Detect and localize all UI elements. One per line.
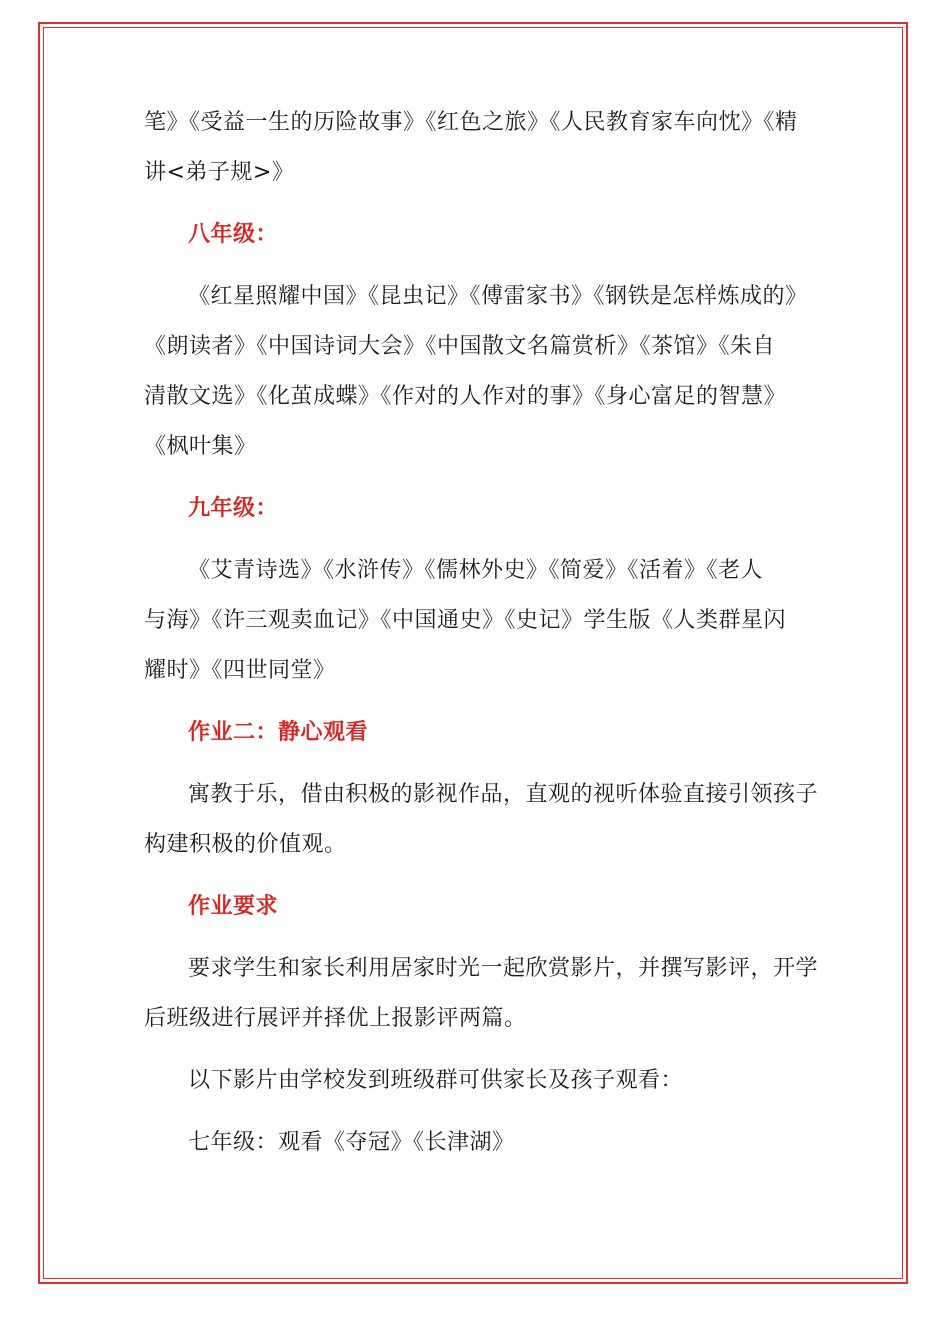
requirements-line-1: 要求学生和家长利用居家时光一起欣赏影片，并撰写影评，开学 <box>188 956 819 981</box>
document-body <box>144 98 820 1168</box>
grade8-heading: 八年级： <box>188 222 279 247</box>
homework2-line-1: 寓教于乐，借由积极的影视作品，直观的视听体验直接引领孩子 <box>188 782 819 807</box>
requirements-line-2: 后班级进行展评并择优上报影评两篇。 <box>144 1006 527 1031</box>
grade8-line-3: 清散文选》《化茧成蝶》《作对的人作对的事》《身心富足的智慧》 <box>144 384 787 409</box>
grade9-line-3: 耀时》《四世同堂》 <box>144 658 336 683</box>
homework2-line-2: 构建积极的价值观。 <box>144 832 347 857</box>
grade9-heading: 九年级： <box>188 496 279 521</box>
intro-line-2: 讲<弟子规>》 <box>144 160 295 185</box>
grade8-line-2: 《朗读者》《中国诗词大会》《中国散文名篇赏析》《茶馆》《朱自 <box>144 334 776 359</box>
grade8-line-1: 《红星照耀中国》《昆虫记》《傅雷家书》《钢铁是怎样炼成的》 <box>188 284 808 309</box>
homework2-heading: 作业二：静心观看 <box>188 720 369 745</box>
films-intro: 以下影片由学校发到班级群可供家长及孩子观看： <box>188 1068 684 1093</box>
requirements-heading: 作业要求 <box>188 894 279 919</box>
grade8-line-4: 《枫叶集》 <box>144 434 257 459</box>
grade9-line-1: 《艾青诗选》《水浒传》《儒林外史》《简爱》《活着》《老人 <box>188 558 764 583</box>
intro-line-1: 笔》《受益一生的历险故事》《红色之旅》《人民教育家车向忱》《精 <box>144 110 798 135</box>
grade7-films: 七年级：观看《夺冠》《长津湖》 <box>188 1130 515 1155</box>
grade9-line-2: 与海》《许三观卖血记》《中国通史》《史记》学生版《人类群星闪 <box>144 608 787 633</box>
